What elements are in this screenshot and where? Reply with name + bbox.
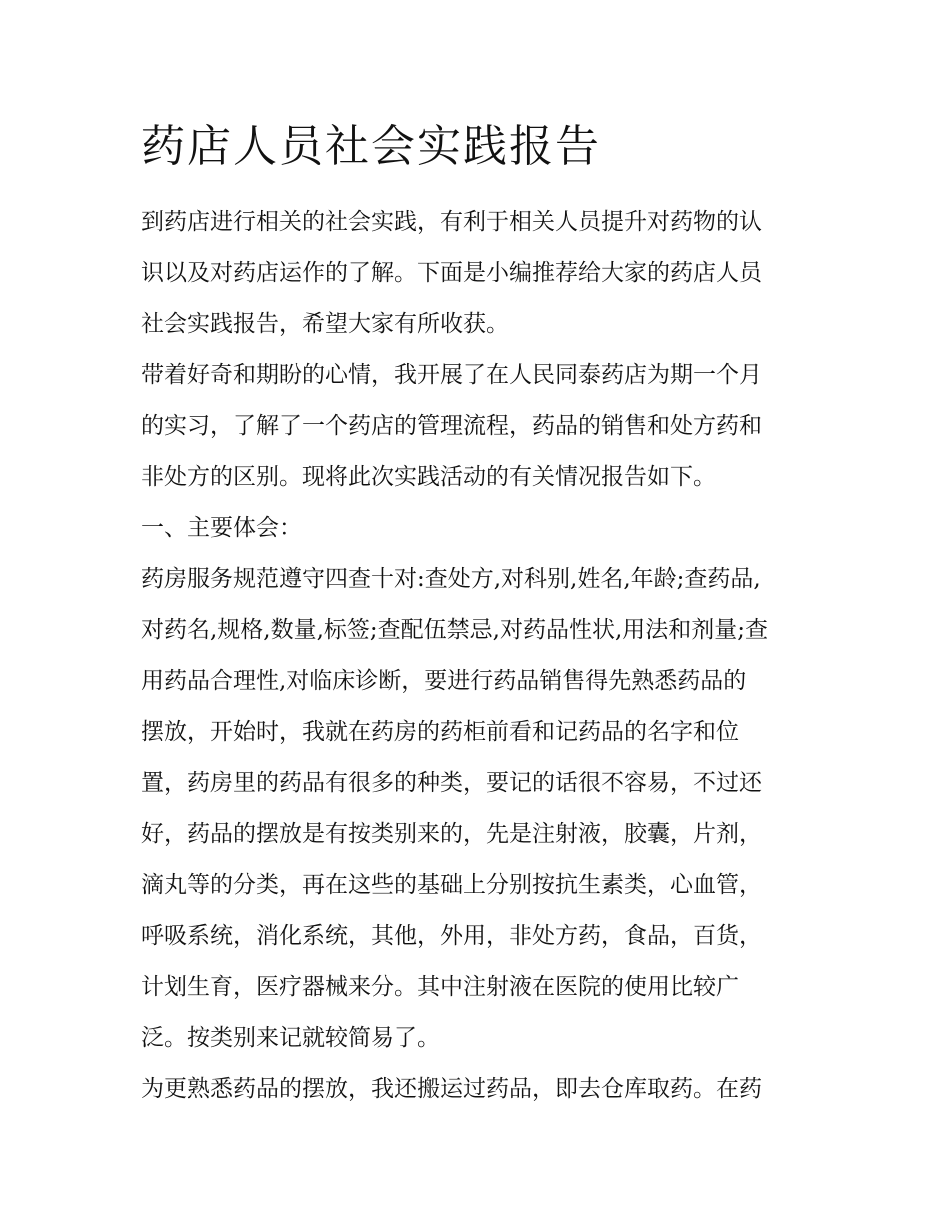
text-line: 计划生育，医疗器械来分。其中注射液在医院的使用比较广: [141, 974, 739, 1000]
text-line: 摆放，开始时，我就在药房的药柜前看和记药品的名字和位: [141, 719, 739, 745]
text-line: 药房服务规范遵守四查十对:查处方,对科别,姓名,年龄;查药品,: [141, 566, 761, 592]
text-line: 带着好奇和期盼的心情，我开展了在人民同泰药店为期一个月: [141, 362, 762, 388]
section-heading: 一、主要体会：: [141, 515, 302, 541]
page-title: 药店人员社会实践报告: [141, 121, 601, 172]
text-line: 泛。按类别来记就较简易了。: [141, 1025, 440, 1051]
text-line: 识以及对药店运作的了解。下面是小编推荐给大家的药店人员: [141, 260, 762, 286]
text-line: 到药店进行相关的社会实践，有利于相关人员提升对药物的认: [141, 209, 762, 235]
text-line: 对药名,规格,数量,标签;查配伍禁忌,对药品性状,用法和剂量;查: [141, 617, 769, 643]
text-line: 呼吸系统，消化系统，其他，外用，非处方药，食品，百货，: [141, 923, 762, 949]
text-line: 非处方的区别。现将此次实践活动的有关情况报告如下。: [141, 464, 716, 490]
text-line: 社会实践报告，希望大家有所收获。: [141, 311, 509, 337]
text-line: 滴丸等的分类，再在这些的基础上分别按抗生素类，心血管，: [141, 872, 762, 898]
text-line: 置，药房里的药品有很多的种类，要记的话很不容易，不过还: [141, 770, 762, 796]
text-line: 的实习，了解了一个药店的管理流程，药品的销售和处方药和: [141, 413, 762, 439]
text-line: 为更熟悉药品的摆放，我还搬运过药品，即去仓库取药。在药: [141, 1076, 762, 1102]
text-line: 用药品合理性,对临床诊断，要进行药品销售得先熟悉药品的: [141, 668, 747, 694]
text-line: 好，药品的摆放是有按类别来的，先是注射液，胶囊，片剂，: [141, 821, 762, 847]
